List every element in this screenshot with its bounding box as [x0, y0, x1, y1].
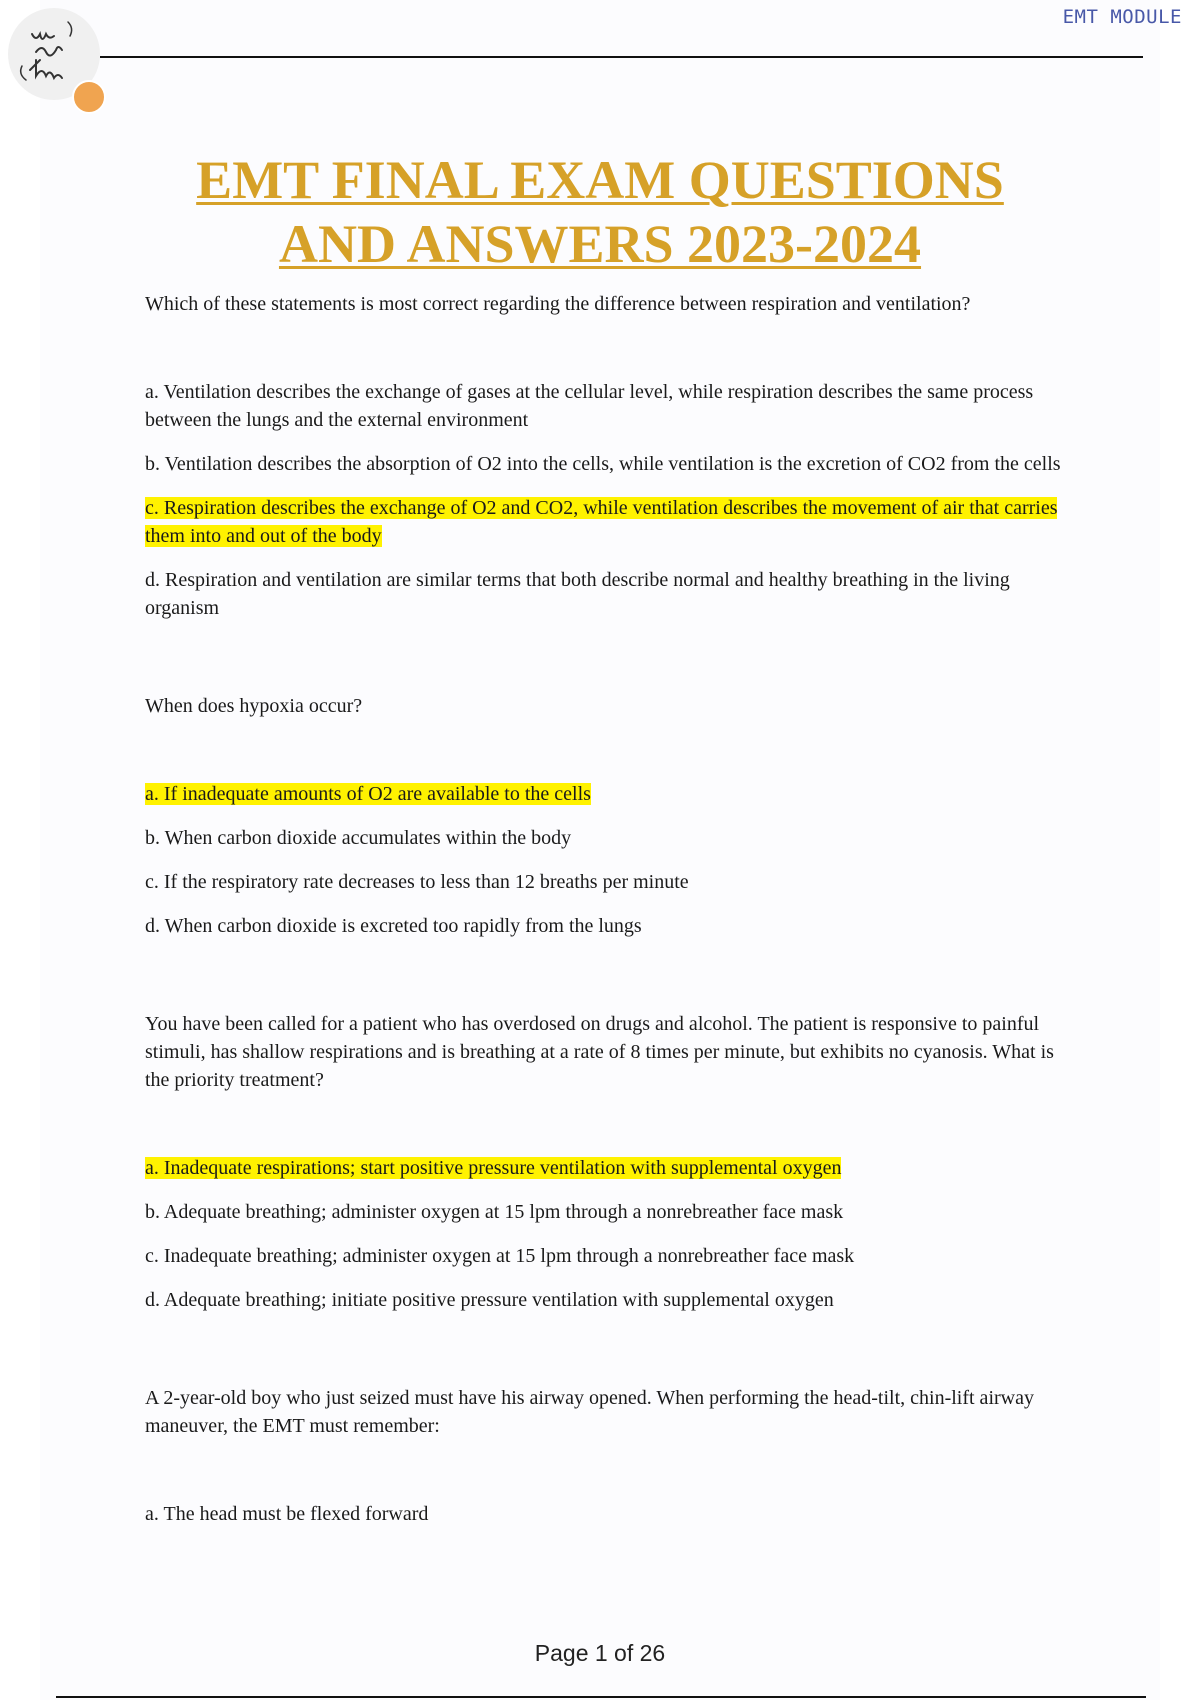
question-block-4: [145, 1384, 1065, 1528]
answer-option-d: d. Adequate breathing; initiate positive pressure ventilation with supplemental oxygen: [145, 1289, 834, 1311]
answer-option-a-highlighted: a. If inadequate amounts of O2 are available to the cells: [145, 783, 591, 805]
badge-icon: [72, 80, 106, 114]
page-title: [100, 148, 1100, 276]
questions-list: [145, 290, 1065, 1598]
answer-option-d: d. Respiration and ventilation are similar terms that both describe normal and healthy breathing in the living organism: [145, 569, 1010, 619]
answer-option-a-highlighted: a. Inadequate respirations; start positive pressure ventilation with supplemental oxygen: [145, 1157, 842, 1179]
page-number: Page 1 of 26: [534, 1640, 666, 1666]
answer-option-b: b. Adequate breathing; administer oxygen at 15 lpm through a nonrebreather face mask: [145, 1201, 844, 1223]
answer-option-c-highlighted: c. Respiration describes the exchange of O2 and CO2, while ventilation describes the movement of air that carries them into and out of the body: [145, 497, 1058, 547]
title-line-2: AND ANSWERS 2023-2024: [278, 214, 922, 274]
answer-option-c: c. Inadequate breathing; administer oxygen at 15 lpm through a nonrebreather face mask: [145, 1245, 855, 1267]
logo: [8, 8, 100, 100]
question-block-1: [145, 290, 1065, 622]
question-text: You have been called for a patient who has overdosed on drugs and alcohol. The patient is responsive to painful stimuli, has shallow respirations and is breathing at a rate of 8 times per minute, but exhibits no cyanosis. What is the priority treatment?: [145, 1013, 1054, 1091]
footer-divider: [56, 1696, 1146, 1698]
answer-option-b: b. When carbon dioxide accumulates within the body: [145, 827, 572, 849]
question-text: Which of these statements is most correct regarding the difference between respiration and ventilation?: [145, 293, 971, 315]
module-label: EMT MODULE: [1062, 6, 1182, 28]
header-divider: [100, 56, 1143, 58]
answer-option-c: c. If the respiratory rate decreases to less than 12 breaths per minute: [145, 871, 689, 893]
question-block-3: [145, 1010, 1065, 1314]
question-text: When does hypoxia occur?: [145, 695, 363, 717]
answer-option-d: d. When carbon dioxide is excreted too rapidly from the lungs: [145, 915, 642, 937]
question-text: A 2-year-old boy who just seized must have his airway opened. When performing the head-tilt, chin-lift airway maneuver, the EMT must remember:: [145, 1387, 1034, 1437]
answer-option-a: a. The head must be flexed forward: [145, 1503, 429, 1525]
answer-option-a: a. Ventilation describes the exchange of gases at the cellular level, while respiration describes the same process between the lungs and the external environment: [145, 381, 1034, 431]
answer-option-b: b. Ventilation describes the absorption of O2 into the cells, while ventilation is the excretion of CO2 from the cells: [145, 453, 1061, 475]
question-block-2: [145, 692, 1065, 940]
title-line-1: EMT FINAL EXAM QUESTIONS: [196, 150, 1004, 210]
